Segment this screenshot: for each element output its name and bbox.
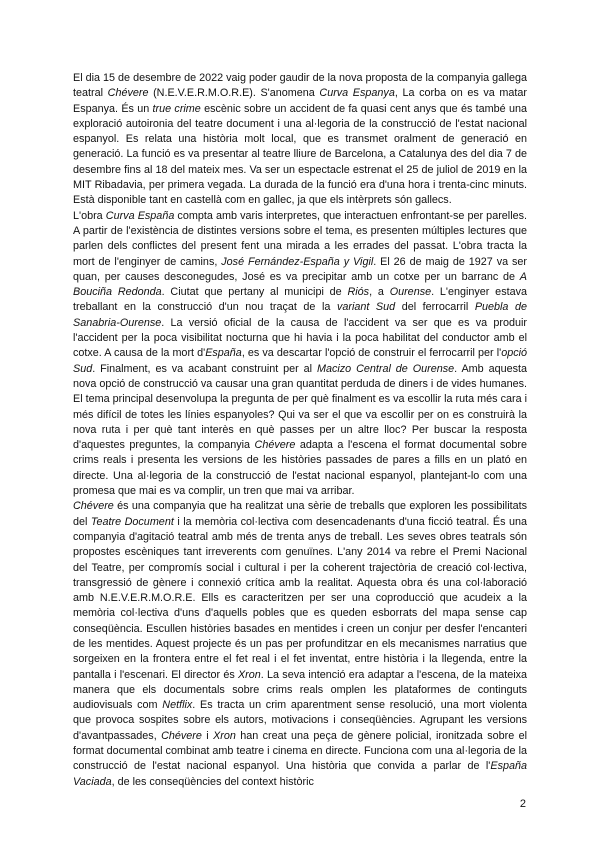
text-run: . La versió oficial de la causa de l'accident va ser que es va produir l'accident per la poca visibilitat nocturna que hi havia i la poca habilitat del conductor amb el cotxe. A causa de la mort d' (73, 316, 527, 360)
italic-text: Puebla de Sanabria-Ourense (73, 301, 527, 329)
page-number: 2 (519, 798, 526, 810)
text-run: , es va descartar l'opció de construir el ferrocarril per l' (241, 347, 502, 360)
italic-text: Chévere (107, 87, 149, 100)
italic-text: Teatre Document (90, 515, 174, 528)
italic-text: variant Sud (336, 301, 396, 314)
text-run: . L'enginyer estava treballant en la construcció d'un nou traçat de la (73, 286, 527, 314)
text-run: El dia 15 de desembre de 2022 vaig poder gaudir de la nova proposta de la companyia gallega teatral (73, 72, 527, 100)
text-run: . Amb aquesta nova opció de construcció va causar una gran quantitat perduda de diners i de vides humanes. El tema principal desenvolupa la pregunta de per què finalment es va escollir la ruta més cara i més difícil de totes les línies espanyoles? Qui va ser el que va escollir per on es construirà la nova ruta i per què tant interès en què passes per un altre lloc? Per buscar la resposta d'aquestes preguntes, la companyia (73, 362, 527, 452)
text-run: adapta a l'escena el format documental sobre crims reals i presenta les versions de les històries passades de pares a fills en un plató en directe. Una al·legoria de la construcció de l'estat nacional espanyol, plantejant-lo com una promesa que mai es va complir, un tren que mai va arribar. (73, 439, 527, 498)
text-run: . Finalment, es va acabant construint per al (92, 362, 317, 375)
text-run: , de les conseqüències del context històric (111, 775, 314, 788)
text-run: . El 26 de maig de 1927 va ser quan, per causes desconegudes, José es va precipitar amb un cotxe per un barranc de (73, 255, 528, 283)
italic-text: Macizo Central de Ourense (316, 362, 455, 375)
italic-text: España Vaciada (73, 760, 527, 788)
italic-text: opció Sud (73, 347, 527, 375)
italic-text: Xron (213, 729, 236, 742)
paragraph (73, 209, 527, 500)
text-run: . Es tracta un crim aparentment sense resolució, una mort violenta que provoca sospites sobre els autors, motivacions i conseqüències. Agrupant les versions d'avantpassades, (73, 699, 527, 742)
text-run: han creat una peça de gènere policial, ironitzada sobre el format documental combinat amb teatre i cinema en directe. Funciona com una al·legoria de la construcció de l'estat nacional espanyol. Una història que convida a parlar de l' (73, 729, 527, 773)
italic-text: true crime (152, 102, 201, 115)
italic-text: Curva Espanya (319, 87, 395, 100)
text-run: . La seva intenció era adaptar a l'escena, de la mateixa manera que els documentals sobre crims reals omplen les plataformes de continguts audiovisuals com (73, 668, 528, 712)
italic-text: Ourense (389, 286, 432, 299)
italic-text: Xron (237, 668, 261, 681)
text-run: i la memòria col·lectiva com desencadenants d'una ficció teatral. És una companyia d'agitació teatral amb més de trenta anys de treball. Les seves obres teatrals són propostes escèniques tant irreverents com genuïnes. L'any 2014 va rebre el Premi Nacional del Teatre, per compromís social i cultural i per la coherent trajectòria de creació col·lectiva, transgressió de gènere i connexió crítica amb la realitat. Aquesta obra és una col·laboració amb N.E.V.E.R.M.O.R.E. Ells es caracteritzen per ser una coproducció que acudeix a la memòria col·lectiva d'uns d'aquells pobles que es queden esborrats del mapa sense cap conseqüència. Escullen històries basades en mentides i creen un conjur per desfer l'encanteri de les mentides. Aquest projecte és un pas per profunditzar en els mecanismes narratius que sorgeixen en la frontera entre el fet real i el fet inventat, entre història i la llegenda, entre la pantalla i l'escenari. El director és (73, 515, 527, 681)
text-run: del ferrocarril (395, 301, 475, 314)
paragraph (73, 71, 527, 209)
text-run: i (201, 729, 214, 742)
paragraph (73, 499, 527, 790)
italic-text: Chévere (73, 500, 114, 513)
italic-text: José Fernández-España y Vigil (221, 255, 374, 268)
italic-text: Chévere (161, 729, 202, 742)
text-run: escènic sobre un accident de fa quasi cent anys que és també una exploració autoironia del teatre document i una al·legoria de la construcció de l'estat nacional espanyol. Es relata una història molt local, que es transmet oralment de generació en generació. La funció es va presentar al teatre lliure de Barcelona, a Catalunya des del dia 7 de desembre fins al 18 del mateix mes. Va ser un espectacle estrenat el 25 de juliol de 2019 en la MIT Ribadavia, per primera vegada. La durada de la funció era d'una hora i trenta-cinc minuts. Està disponible tant en castellà com en gallec, ja que els intèrprets són gallecs. (73, 102, 527, 207)
text-run: (N.E.V.E.R.M.O.R.E). S'anomena (148, 87, 320, 100)
italic-text: España (205, 347, 242, 360)
text-run: , La corba on es va matar Espanya. És un (73, 87, 527, 115)
text-run: compta amb varis interpretes, que interactuen enfrontant-se per parelles. A partir de l'existència de distintes versions sobre el tema, es presenten múltiples lectures que parlen dels conflictes del present fent una mirada a les errades del passat. L'obra tracta la mort de l'enginyer de camins, (73, 209, 527, 268)
text-run: és una companyia que ha realitzat una sèrie de treballs que exploren les possibilitats del (73, 500, 527, 528)
italic-text: Chévere (254, 439, 296, 452)
text-run: . Ciutat que pertany al municipi de (161, 286, 348, 299)
italic-text: Curva España (105, 209, 175, 222)
italic-text: A Bouciña Redonda (73, 270, 527, 299)
text-run: L'obra (73, 209, 106, 222)
text-run: , a (369, 286, 390, 299)
body-text (73, 71, 527, 790)
italic-text: Netflix (162, 699, 193, 712)
italic-text: Riós (347, 286, 370, 299)
